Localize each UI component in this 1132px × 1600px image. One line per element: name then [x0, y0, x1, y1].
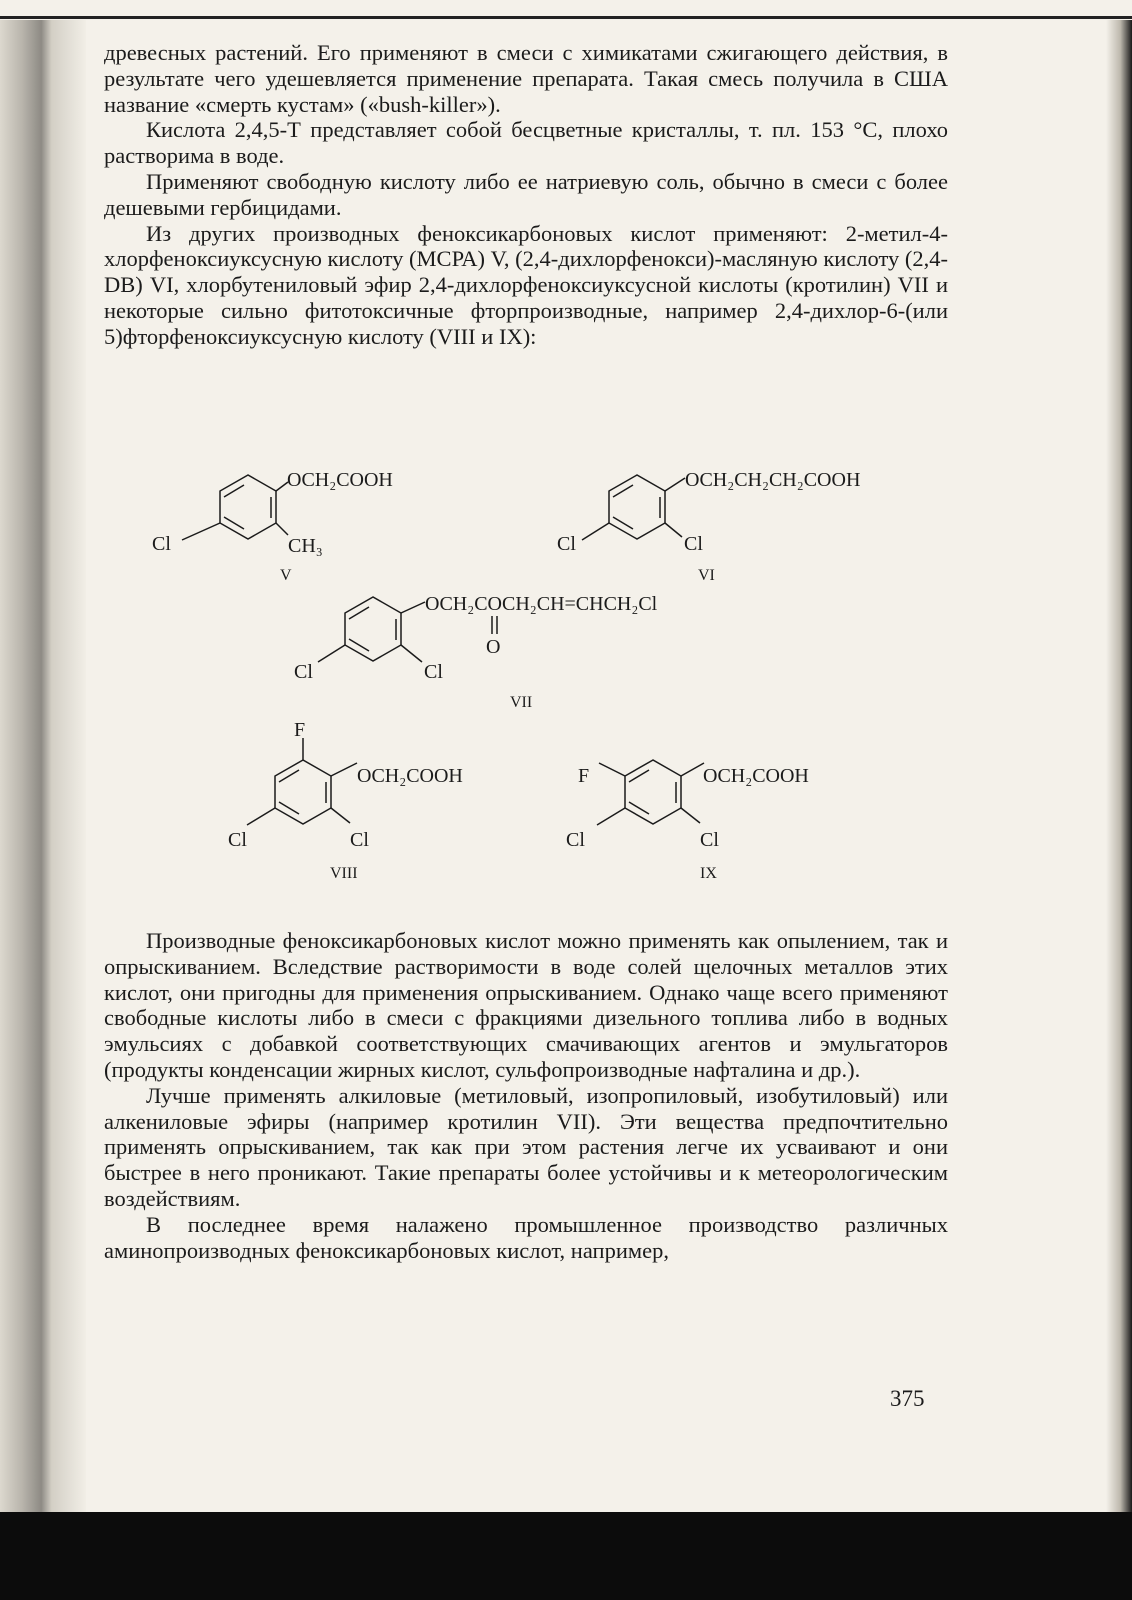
structure-v-numeral: V — [280, 567, 292, 584]
structure-vi-chain: OCH₂CH₂CH₂COOH — [685, 469, 861, 491]
structure-viii-top-sub: F — [294, 719, 306, 741]
structure-vi-numeral: VI — [698, 567, 715, 584]
structure-vii-left-sub: Cl — [294, 661, 313, 683]
scan-edge-right — [1106, 20, 1132, 1512]
text-block-top — [104, 40, 948, 350]
paragraph: Кислота 2,4,5-Т представляет собой бесцветные кристаллы, т. пл. 153 °С, плохо растворима в воде. — [104, 117, 948, 169]
structure-vii-oxygen: O — [486, 636, 501, 658]
structure-ix-ring — [597, 760, 704, 825]
structure-vi-right-sub: Cl — [684, 533, 703, 555]
scan-edge-bottom — [0, 1512, 1132, 1600]
structure-viii-left-sub: Cl — [228, 829, 247, 851]
paragraph: В последнее время налажено промышленное производство различных аминопроизводных феноксикарбоновых кислот, например, — [104, 1211, 948, 1263]
structure-ix-top-sub: F — [578, 765, 590, 787]
structure-vi-left-sub: Cl — [557, 533, 576, 555]
structure-vii-chain: OCH₂COCH₂CH=CHCH₂Cl — [425, 593, 658, 615]
structure-vii-numeral: VII — [510, 694, 533, 711]
structure-ix-right-sub: Cl — [700, 829, 719, 851]
structure-ix-chain: OCH₂COOH — [703, 765, 809, 787]
structure-v-ring — [182, 475, 288, 540]
structure-v-left-sub: Cl — [152, 533, 171, 555]
structure-viii-ring — [247, 738, 357, 825]
chemical-structures — [100, 440, 950, 920]
structure-viii-chain: OCH₂COOH — [357, 765, 463, 787]
structure-ix-numeral: IX — [700, 865, 717, 882]
paragraph: Из других производных феноксикарбоновых кислот применяют: 2-метил-4-хлорфеноксиуксусную кислоту (МСРА) V, (2,4-дихлорфенокси)-масляную кислоту (2,4-DB) VI, хлорбутениловый эфир 2,4-дихлорфеноксиуксусной кислоты (кротилин) VII и некоторые сильно фитотоксичные фторпроизводные, например 2,4-дихлор-6-(или 5)фторфеноксиуксусную кислоту (VIII и IX): — [104, 220, 949, 349]
structure-ix-left-sub: Cl — [566, 829, 585, 851]
structure-viii-right-sub: Cl — [350, 829, 369, 851]
structure-v-right-sub: CH₃ — [288, 535, 323, 557]
page-number: 375 — [890, 1386, 925, 1411]
paragraph: Применяют свободную кислоту либо ее натриевую соль, обычно в смеси с более дешевыми гербицидами. — [104, 168, 948, 220]
structure-vi-ring — [582, 475, 685, 540]
paragraph: Лучше применять алкиловые (метиловый, изопропиловый, изобутиловый) или алкениловые эфиры (например кротилин VII). Эти вещества предпочтительно применять опрыскиванием, так как при этом растения легче их усваивают и они быстрее в него проникают. Такие препараты более устойчивы и к метеорологическим воздействиям. — [104, 1082, 948, 1211]
scan-edge-left — [0, 20, 86, 1512]
structure-vii-right-sub: Cl — [424, 661, 443, 683]
paragraph: Производные феноксикарбоновых кислот можно применять как опылением, так и опрыскиванием. Вследствие растворимости в воде солей щелочных металлов этих кислот, они пригодны для применения опрыскиванием. Однако чаще всего применяют свободные кислоты либо в смеси с фракциями дизельного топлива либо в водных эмульсиях с добавкой соответствующих смачивающих агентов и эмульгаторов (продукты конденсации жирных кислот, сульфопроизводные нафталина и др.). — [104, 928, 948, 1082]
text-block-bottom — [104, 928, 948, 1263]
structure-viii-numeral: VIII — [330, 865, 358, 882]
structure-v-chain: OCH₂COOH — [287, 469, 393, 491]
page-top-rule — [0, 16, 1132, 19]
paragraph: древесных растений. Его применяют в смеси с химикатами сжигающего действия, в результате чего удешевляется применение препарата. Такая смесь получила в США название «смерть кустам» («bush-killer»). — [104, 40, 948, 117]
